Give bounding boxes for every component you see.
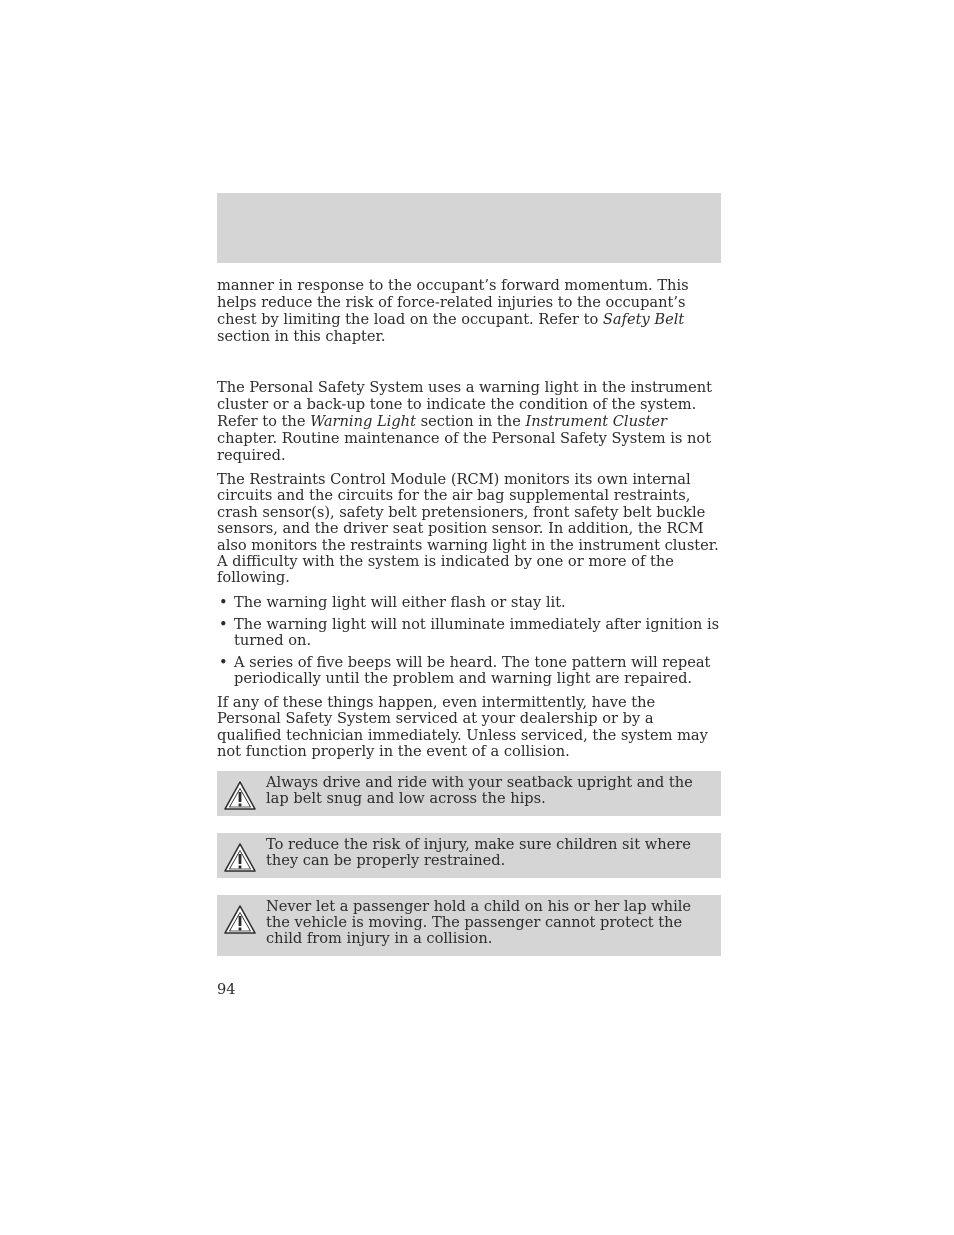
warning-text: To reduce the risk of injury, make sure children sit where they can be properly restrained. — [266, 836, 691, 869]
paragraph-rcm: The Restraints Control Module (RCM) monitors its own internal circuits and the circuits for the air bag supplemental restraints, crash sensor(s), safety belt pretensioners, front safety belt buckle sensors, and the driver seat position sensor. In addition, the RCM also monitors the restraints warning light in the instrument cluster. A difficulty with the system is indicated by one or more of the following. — [217, 471, 719, 587]
header-band — [217, 193, 721, 263]
paragraph-intro: manner in response to the occupant’s forward momentum. This helps reduce the risk of force-related injuries to the occupant’s chest by limiting the load on the occupant. Refer to Safety Belt section in this chapter. — [217, 277, 689, 345]
bullet-list — [217, 595, 721, 687]
warning-box-seatback — [217, 771, 721, 816]
list-item: • The warning light will either flash or stay lit. — [219, 593, 566, 611]
bullet-marker: • — [219, 615, 228, 633]
ref-safety-belt: Safety Belt — [602, 311, 685, 328]
warning-box-lap-child — [217, 895, 721, 956]
warning-text: Never let a passenger hold a child on his or her lap while the vehicle is moving. The passenger cannot protect the child from injury in a collision. — [266, 898, 692, 947]
bullet-marker: • — [219, 593, 228, 611]
bullet-marker: • — [219, 653, 228, 671]
ref-warning-light: Warning Light — [310, 413, 416, 430]
list-item: • A series of five beeps will be heard. The tone pattern will repeat periodically until the problem and warning light are repaired. — [219, 653, 711, 687]
page-number: 94 — [217, 981, 236, 998]
section-gap — [217, 353, 721, 379]
list-item: • The warning light will not illuminate immediately after ignition is turned on. — [219, 615, 720, 649]
warning-box-children — [217, 833, 721, 878]
paragraph-service: If any of these things happen, even intermittently, have the Personal Safety System serviced at your dealership or by a qualified technician immediately. Unless serviced, the system may not function properly in the event of a collision. — [217, 693, 708, 761]
warning-triangle-icon — [223, 841, 257, 875]
body-content — [217, 277, 721, 768]
warning-text: Always drive and ride with your seatback upright and the lap belt snug and low across the hips. — [266, 774, 693, 807]
ref-instrument-cluster: Instrument Cluster — [525, 413, 667, 430]
warning-triangle-icon — [223, 779, 257, 813]
paragraph-warning-light: The Personal Safety System uses a warning light in the instrument cluster or a back-up tone to indicate the condition of the system. Refer to the Warning Light section in the Instrument Cluster chapter. Routine maintenance of the Personal Safety System is not required. — [217, 379, 713, 464]
warning-triangle-icon — [223, 903, 257, 937]
